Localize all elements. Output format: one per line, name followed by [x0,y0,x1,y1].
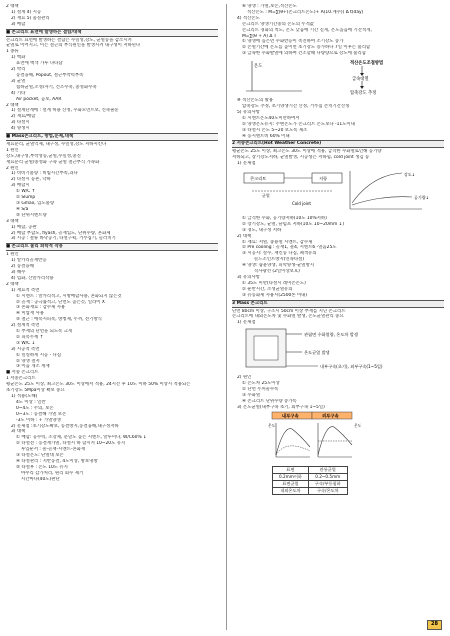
text-line: ■ Mass콘크리트, 방법,문제,대책 [6,133,218,141]
text-line: M=∑(θ + A) Δ T [242,33,277,39]
mass-label-crack: 온도균열 발생 [304,350,330,356]
right-mid-text [232,98,444,167]
text-line: 단면 80cm 이상, 구조시 50cm 이상 부재를 지닌 콘크리트 [232,308,346,314]
text-line: 3) 시공적 측면 [11,346,40,352]
text-line: ③ 타설온도: 단열대 보온 [16,453,64,459]
hot-label-concrete: 콘크리트 [250,176,267,182]
text-line: 3) 타설시 [11,120,30,126]
text-line: 0~3도 : 동결해 가열 보온 [16,411,67,417]
flow-arrowhead-2 [360,86,364,89]
text-line: ① 양생에 높은면 수화반응이 촉진하여 조기강도 증가 [242,39,344,45]
text-line: ③ Gmax, 입도불량 [16,201,55,206]
text-line: ② 피복두께 ↑ [16,334,44,340]
text-line: 1) 문제점 [237,320,256,326]
text-line: 3) 대책 [11,429,26,435]
text-line: 재료분리, 균열억제, 내구성, 수밀성,강도 저하시킨다 [6,141,107,147]
right-bottom-text [232,375,444,410]
text-line: 1) 문제점 [237,161,256,167]
text-line: 4) 적산온도 [237,15,260,21]
flow-arrowhead-1 [360,73,364,76]
text-line: 3) 유의사항 [237,275,260,280]
text-line: 표면에 백색 가루 나타남 [16,61,63,67]
right-top-text [232,4,444,57]
crack-head-right-label: 외부구속 [322,414,339,420]
text-line: 마무리 감가처리, 원리 회수 제거 [21,470,84,476]
text-line: 2 대책 [6,281,19,287]
text-line: ③ 혼화재료 : 감수제 사용 [16,305,66,311]
text-line: 1) 비비기불량 : 비빔시간부족,과다 [11,171,78,177]
table-row [273,480,348,487]
text-line: ④ 타설관리 : 지반동결, 4도이상, 방보냉방 [16,458,98,464]
text-line: 4) 양생시 [11,126,30,132]
text-line: 1) 설계 4) 시공 [11,9,42,15]
text-line: ① 온도차 25도이상 [242,381,280,387]
text-line: ③ 경도, 내구성 저하 [242,227,282,233]
text-line: 2) 원인 [237,375,252,381]
text-line: 3 대책 [6,218,19,224]
text-line: 1) 설계단계에 : 설계 허용 산정, 수화모먼트보, 신축줄눈 [11,108,119,114]
text-line: 콘크리트에 내외온도차 및 수화열 발생, 온도균열관리 중요 [232,314,344,320]
text-line: 5) 유의사항 [237,109,260,115]
text-line: ④ 동시멘트비 60% 이내 [242,133,290,139]
text-line: 2) 대책 [237,233,252,239]
text-line: Air pocket, 곰보, AAR [16,96,62,102]
table-row [273,466,348,473]
text-line: 3) 배합시 [11,183,30,189]
text-line: 2 서중콘크리트(Hot Weather Concrete) [232,140,444,148]
crack-right-axis-label: 온도 [354,422,362,428]
text-line: 시간마다(40도)판단 [21,476,60,482]
table-cell: 관통균열 [308,466,347,473]
text-line: ■ 서중 콘크리트 [6,370,39,376]
text-line: ① 시멘트온도40도미만하여서 [242,115,300,121]
hot-label-air: 공기량↓ [414,195,429,201]
text-line: 2 대책 [6,4,19,9]
text-line: 2 대책 [6,102,19,108]
text-line: 3) 온도균열(내부구속 초기, 외부구속 1~5일) [237,404,325,410]
text-line: 4도 이상 : 일반 [16,399,46,405]
text-line: 4) 기타 [11,90,26,96]
table-row [273,487,348,494]
text-line: ② 골재 : 공극률적고, 단면도 높은것, 일라이 X [16,299,105,305]
text-line: 압축강도 추정, 초기양생기간 산정, 거푸집 존치기간산정 [242,103,350,109]
text-line: ② Slump [16,195,36,201]
right-mid2-text [232,216,444,326]
text-line: 콘크리트 경화의 척도, 온도 낮음에 기간 길게, 온도높음에 기간적게, [242,27,372,33]
text-line: ③ W/C ↓ [16,340,36,346]
text-line: ③ 타설시 온도 5~20 보도록 제조 [242,127,308,133]
text-line: 1 종류 [6,49,19,55]
text-line: 재료분리 균열/중성화 구속 균열 철근부식 가속화 [6,159,100,165]
text-line: 1) 적용(도해) [11,394,38,399]
crack-table [272,466,348,495]
table-cell: 내외온도차 [273,487,309,494]
text-line: ⑤ 철근 : 에폭시피복, 방청제, 두꺼, 전기방식 [16,317,102,323]
text-line: ※ 적산온도의 활용 [237,98,274,104]
mass-concrete-diagram [232,326,444,372]
text-line: 1 서중콘크리트 [6,376,36,382]
text-line: ② 양생 철저 [16,358,40,364]
text-line: 3) 시공 : 철류 바닥공기, 타설구획, 거푸집기, 들러치기 [11,236,116,242]
text-line: 2) 동결융해 [11,264,34,270]
text-line: ② 장기강도, 균열, 슬럼프 저하(10도 10~20mm ↓) [242,221,345,227]
page-number: 28 [427,620,442,630]
text-line: 2) 박리 [11,67,26,73]
crack-chart [232,411,444,461]
text-line: ⑤ 단위시멘트량 [16,212,47,218]
text-line: 침하균열,소성/자기, 건조수축, 중성화수축 [16,84,97,90]
flow-label-title: 적산온도조절방법 [350,61,384,67]
table-cell: 표면균열 [273,480,309,487]
text-line: ③ 시공시: 살수, 재킨등 다짐, 폐색유의 [242,251,317,257]
text-line: 4) 염화, 산알카리작용 [11,275,54,281]
text-line: 저하되고, 장기강도저하, 균열발생, 시공성은 저하됨, cold joint 생김 등 [232,155,370,161]
text-line: 2) 재료 5) 품질관리 [11,15,50,21]
text-line: ⑤ 타설후 : 온도 10도 유지 [16,464,68,470]
mass-core [254,336,278,360]
text-line: ② 단면 두꺼울수록 [242,386,279,392]
text-line: ① 35도 미만(타설시 레미콘온도) [242,280,306,286]
text-line: 1 원인 [6,147,19,153]
text-line: 1 원인 [6,252,19,258]
text-line: 3) 배합 [11,21,26,27]
text-line: 2) 타설시 등흔, 낙하 [11,177,51,183]
text-line: ② Pre cooling : 골재1, 물4, 시멘트6 -얼음25도 [242,245,337,251]
text-line: -3도 이하 : + 가열양생 [16,417,61,423]
text-line: ① W/C ↑ [16,189,36,195]
text-line: ④ 양생: 습윤양생, 피막양생-균열방지 [242,263,314,269]
text-line: 콜드조인트방지(연속타설) [254,257,305,263]
mass-label-heat: 관립면 수화열량, 온도차 발생 [304,332,358,338]
left-column [6,4,218,483]
text-line: 초기강도 5Mpa이상 확보 중요 [6,388,65,394]
text-line: 1) 재료적 측면 [11,287,40,293]
text-line: 2) 설계적 측면 [11,323,40,329]
text-line: ① 시멘트 : 알카리적고, 시방배합사용, 혼화되지 않은것 [16,293,122,299]
text-line: ② 운반시간, 소성균열유의 [242,286,293,292]
text-line: ④ S/a [16,206,29,212]
text-line: 1) 알카리골재반응 [11,258,47,264]
text-line: 2) 문제점 :초기강도확보, 동결방지,동결융해,내구성저하 [11,423,119,429]
column-divider [226,4,227,630]
crack-left-curve [276,428,310,454]
hot-label-coldjoint: Cold joint [292,201,311,207]
text-line: ③ 수화열 [242,392,261,398]
text-line: ① 급격한 수화, 공기량저하(10도 10%저하) [242,215,327,221]
text-line: 0~4도 : 주의, 보온 [16,405,54,411]
text-line: 평균온도 25도 이상, 최고온도 30도 이상에 적용, 급격한 수화열로인해 공기량 [232,149,382,155]
text-line: 1) 백화 [11,55,26,61]
hot-label-strength: 강도↓ [404,172,416,178]
right-column [232,4,444,495]
text-line: 3 Mass 콘크리트 [232,300,444,308]
flow-label-rapid: 급속대열 [352,77,369,83]
text-line: ② 타설전 : 동결재가열, 타설시 하 합시켜 10~20도 유지 [16,441,126,447]
table-cell: 0.2mm이하 [273,473,309,480]
text-line: 콘크리트 양생기간중의 온도의 누적값 [242,21,315,27]
mass-label-restraint: 내부구속(초기), 외부구속(1~5일) [320,364,383,370]
text-line: ① 밀실하게 시공 - 다짐 [16,352,62,358]
text-line: 직사광선 (2일이상보호) [254,269,300,275]
table-cell: 0.2~0.5mm [308,473,347,480]
crack-left-axis-label: 온도 [268,422,276,428]
text-line: 3) 해수 [11,269,26,275]
text-line: 평균온도 25도 이상, 최고온도 30도 이상에서 적용, 24시간 후 10도 이하 50% 이상시 적용되는 [6,382,191,388]
text-line: 콘크리트 표면에 발생하는 결함은 수밀성,강도, 균열등을 감소시켜 [6,37,132,43]
crack-head-left-label: 내부구속 [282,414,299,420]
text-line: ① 배합: 응수력, 조강제, 분말도 높은 시멘트, 알루미나, W/C60% ↓ [16,435,147,441]
text-line: ③ 급속한 수화발열에 의하여 건조할때 다량량으로 강도에 불리함 [242,51,366,57]
hot-label-resist: 저항 [319,176,328,182]
text-line: 2) 재료/배합 [11,114,36,120]
text-line: 균열로 이어지고, 이는 철근의 부식원인을 발생시켜 내구성이 저하된다 [6,43,141,49]
text-line: ■ 콘크리트 표면에 발생하는 결함/대책 [6,29,218,37]
text-line: ② 온열기간에 온도를 높이면 초기강도 증가하나 7일 이후는 불리함 [242,45,371,51]
flow-label-estimate: 압축강도 추정 [350,91,377,96]
text-line: 2 원인 [6,165,19,171]
crack-left-curve2 [276,445,310,454]
maturity-flow-diagram [232,57,444,95]
table-cell: 표면 [273,466,309,473]
table-cell: 구속/부등침하 [308,480,347,487]
text-line: 투입순서 : 물-골재-시멘트-혼화재 [21,447,86,453]
text-line: 동결융해, Popout, 철근부착력부족 [16,72,84,78]
text-line: ① 재료: 저열, 중용열 시멘트, 감수제 [242,239,313,245]
hot-weather-diagram [232,167,444,213]
text-line: ■ 콘크리트 물리 화학적 작용 [6,243,218,251]
hot-label-crack: 균열 [262,193,270,199]
text-line: ④ 콘크리트 단위수량 증가록 [242,398,297,404]
text-line: ④ 미압재 사용 [16,311,44,317]
flow-label-temp: 온도 [254,64,263,70]
hot-curve-air [352,197,412,205]
text-line: 3) 균열 [11,78,26,84]
text-line: 1) 배합, 공판 [11,224,37,230]
text-line: ⑥ 양생 : 가열,보온,적산온도 [242,4,297,9]
text-line: ③ 이음 개소 계재 [16,364,50,370]
text-line: 강도,내구성,부착성능,균열,수밀성,충진 [6,153,81,159]
text-line: 적산온도 : M=∑(θ+(콘크리트온도)+ A(10.계수)) Δ t(day) [247,9,364,15]
text-line: ③ 유동화제 사용시(2500톤 이내) [242,292,308,298]
text-line: 2) 배합 부합도, flyash, 골재입도, 단위수량, 혼화제 [11,230,111,236]
table-cell: 구속/온도차 [308,487,347,494]
table-row [273,473,348,480]
text-line: ① 부재의 단면을 되도록 크게 [16,329,73,335]
text-line: ② 양생온도유지: 주변온도가 콘크리트 온도보다 -11도이내 [242,121,355,127]
